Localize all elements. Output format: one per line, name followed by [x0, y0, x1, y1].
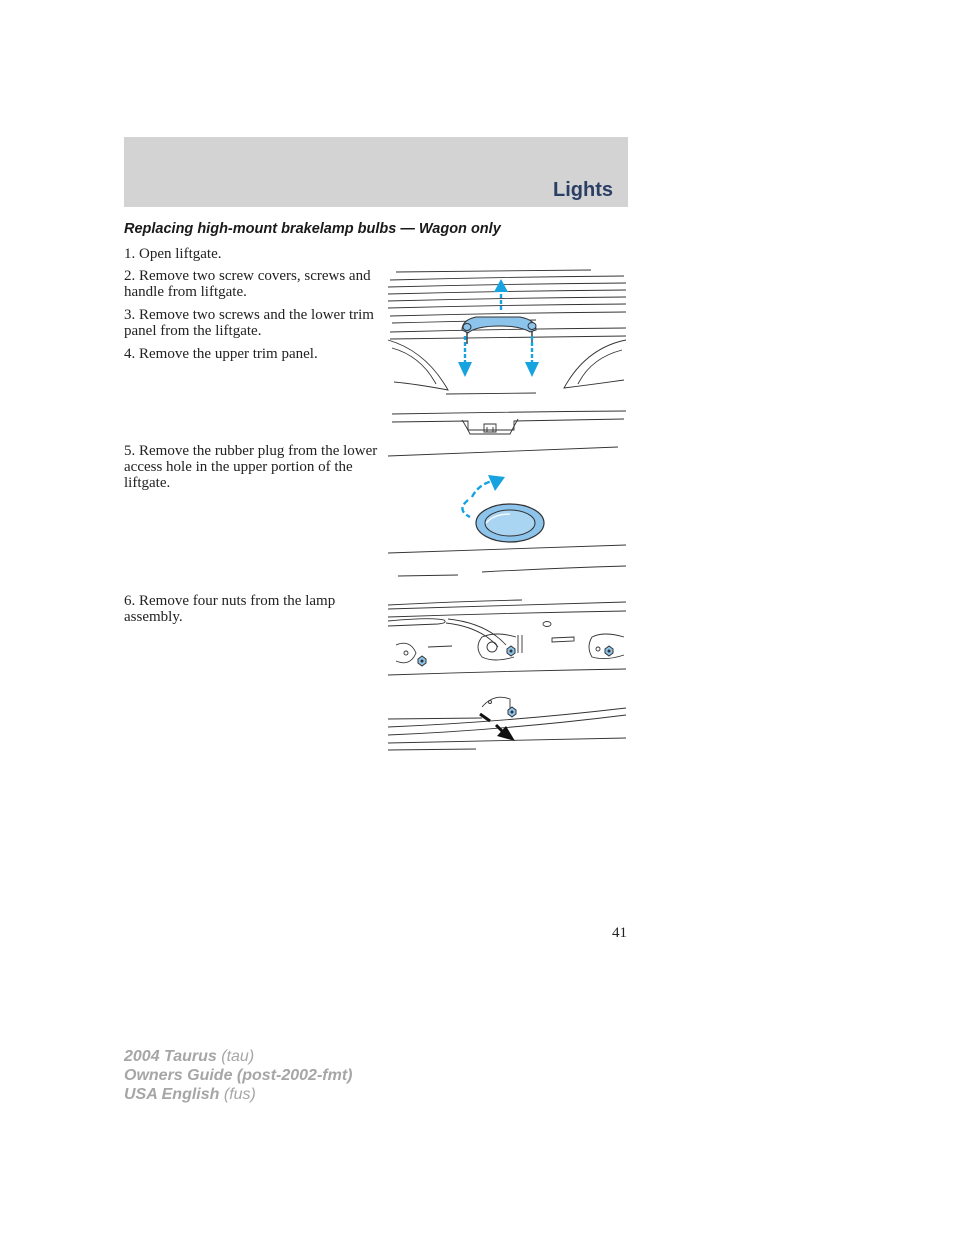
footer-line-1: 2004 Taurus (tau) [124, 1048, 255, 1065]
step-5: 5. Remove the rubber plug from the lower access hole in the upper portion of the liftgate. [124, 443, 378, 491]
step-2: 2. Remove two screw covers, screws and handle from liftgate. [124, 268, 371, 300]
step-6: 6. Remove four nuts from the lamp assembly. [124, 593, 336, 625]
step-3: 3. Remove two screws and the lower trim panel from the liftgate. [124, 307, 374, 339]
page-title: Lights [553, 179, 613, 201]
footer-line-2: Owners Guide (post-2002-fmt) [124, 1067, 353, 1084]
page-number: 41 [612, 925, 627, 941]
lamp-assembly-nuts-illustration [386, 595, 628, 757]
section-heading: Replacing high-mount brakelamp bulbs — Wagon only [124, 221, 501, 237]
footer [124, 1047, 352, 1104]
footer-line-3: USA English (fus) [124, 1086, 256, 1103]
header-band [124, 137, 628, 207]
step-4: 4. Remove the upper trim panel. [124, 346, 318, 362]
liftgate-handle-illustration [386, 266, 628, 438]
rubber-plug-illustration [386, 445, 628, 580]
step-1: 1. Open liftgate. [124, 246, 222, 262]
